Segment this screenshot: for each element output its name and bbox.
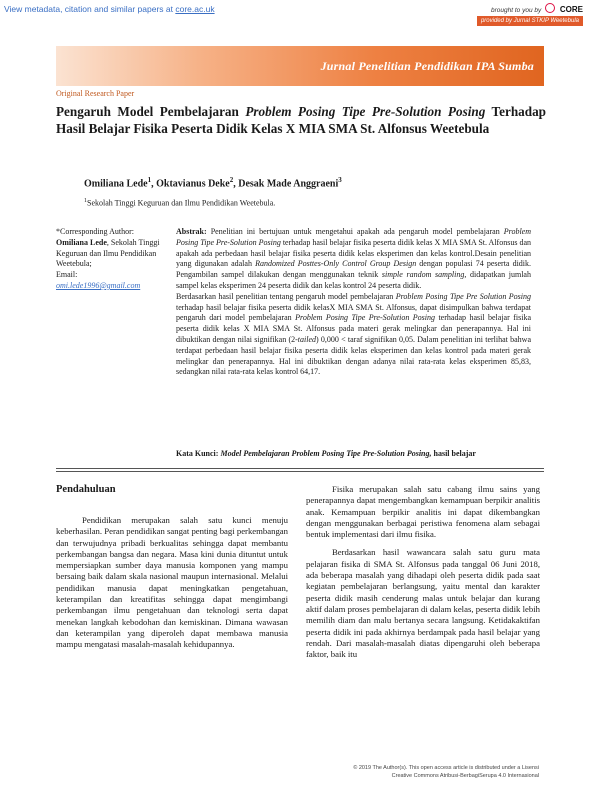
abstract-italic: Randomized Posttes-Only Control Group Design: [255, 259, 417, 269]
author-3-sup: 3: [338, 176, 342, 184]
title-text-1: Pengaruh Model Pembelajaran: [56, 104, 246, 119]
abstract-text: , didapatkan jumlah sampel kelas eksperimen 24 peserta didik dan kelas kontrol 24 peserta didik.: [176, 270, 531, 290]
abstract-text: terhadap hasil belajar fisika peserta didik kelas X MIA SMA St. Alfonsus dan apakah ada perbedaan hasil belajar fisika peserta didik kelas eksperimen dan kelas kontrol.Desain penelitian yang digunakan adalah: [176, 237, 531, 269]
author-list: [84, 176, 342, 189]
body-paragraph: Pendidikan merupakan salah satu kunci menuju keberhasilan. Peran pendidikan sangat penting bagi perkembangan dan terwujudnya pribadi berkualitas sehingga dapat membantu perkembangan bangsa dan negara. Masa kini dunia dituntut untuk mempersiapkan sumber daya manusia komponen yang mampu bersaing baik dalam skala nasional maupun internasional. Melalui pendidikan manusia dapat meningkatkan pengetahuan, keterampilan dan kreatifitas sehingga dapat mengimbangi perkembangan ilmu pengetahuan dan teknologi serta dapat menekan langkah kebodohan dan kemiskinan. Dimana wawasan dan keterampilan yang diperoleh dapat membawa manusia mampu mengatasi masalah-masalah kehidupannya.: [56, 515, 288, 650]
abstract-text: Berdasarkan hasil penelitian tentang pengaruh model pembelajaran: [176, 291, 396, 301]
abstract-text: dengan populasi 74 peserta didik. Pengambilan sampel dilakukan dengan menggunakan teknik: [176, 259, 532, 280]
keywords-plain: hasil belajar: [431, 449, 476, 458]
author-3: Desak Made Anggraeni: [238, 178, 339, 190]
keywords-italic: Model Pembelajaran Problem Posing Tipe Pre-Solution Posing,: [218, 449, 432, 458]
journal-banner: [56, 46, 544, 86]
abstract-block: [176, 227, 531, 378]
core-metadata-link[interactable]: [4, 4, 215, 14]
keywords-block: [176, 448, 531, 459]
core-link-url[interactable]: core.ac.uk: [175, 4, 215, 14]
affiliation: [84, 198, 275, 208]
left-column: [56, 515, 288, 658]
keywords-label: Kata Kunci:: [176, 449, 219, 458]
divider-rule: [56, 468, 544, 469]
author-1-sup: 1: [147, 176, 152, 184]
abstract-italic: Problem Posing Tipe Pre-Solution Posing: [295, 313, 435, 323]
affiliation-text: Sekolah Tinggi Keguruan dan Ilmu Pendidikan Weetebula.: [87, 198, 276, 208]
abstract-italic: Problem Posing Tipe Pre Solution Posing: [395, 291, 532, 301]
abstract-paragraph-1: [176, 227, 531, 292]
core-header-bar: [0, 0, 595, 28]
core-logo-icon: [545, 3, 555, 13]
core-brand: CORE: [559, 5, 583, 14]
abstract-italic: simple random sampling: [381, 270, 465, 280]
right-column: [306, 484, 540, 667]
core-brought-label: brought to you by: [491, 7, 542, 14]
abstract-text: Penelitian ini bertujuan untuk mengetahui apakah ada pengaruh model pembelajaran: [206, 227, 504, 236]
divider-rule: [56, 471, 544, 472]
title-text-italic: Problem Posing Tipe Pre-Solution Posing: [245, 104, 486, 119]
article-type-label: Original Research Paper: [56, 89, 135, 98]
affiliation-sup: 1: [84, 198, 87, 204]
corresponding-institution: , Sekolah Tinggi Keguruan dan Ilmu Pendidikan Weetebula;: [56, 237, 160, 269]
author-1: Omiliana Lede: [84, 178, 148, 190]
abstract-text: ) 0,000 < taraf signifikan 0,05. Dalam penelitian ini terlihat bahwa terdapat perbedaan hasil belajar fisika peserta didik kelas eksperimen dan kelas kontrol pada materi gerak melingkar dan penerapannya. Hal ini dibuktikan dengan adanya nilai rata-rata kelas eksperimen 85,83, sedangkan nilai rata-rata kelas kontrol 64,17.: [176, 334, 531, 377]
abstract-text: terhadap hasil belajar fisika peserta didik kelasX MIA SMA St. Alfonsus, dapat disimpulkan bahwa terdapat pengaruh dari model pembelajaran: [176, 302, 531, 323]
core-link-prefix: View metadata, citation and similar papers at: [4, 4, 176, 14]
license-footer: [353, 764, 539, 780]
license-line-2[interactable]: Creative Commons Atribusi-BerbagiSerupa 4.0 Internasional: [391, 773, 539, 779]
body-paragraph: Berdasarkan hasil wawancara salah satu guru mata pelajaran fisika di SMA St. Alfonsus pada tanggal 06 Juni 2018, ada beberapa masalah yang dihadapi oleh peserta didik pada saat kegiatan pembelajaran berlangsung, yaitu mental dan karakter peserta didik masih cenderung malas untuk belajar dan kurang aktif dalam proses pembelajaran di dalam kelas, peserta didik lebih memilih diam dan malu bertanya secara langsung. Ketidakaktifan peserta didik ini pada akhirnya berdampak pada hasil belajar yang rendah. Dari masalah-masalah diatas dipengaruhi oleh beberapa faktor, baik itu: [306, 547, 540, 660]
abstract-text: terhadap hasil belajar fisika peserta didik kelas X MIA SMA St. Alfonsus pada materi gerak melingkar dan penerapannya. Hal ini dibuktikan dengan nilai signifikan (2-: [176, 313, 531, 344]
core-brought-by[interactable]: [491, 3, 583, 14]
abstract-paragraph-2: [176, 292, 531, 378]
corresponding-name: Omiliana Lede: [56, 237, 107, 247]
journal-name: Jurnal Penelitian Pendidikan IPA Sumba: [320, 59, 534, 73]
author-2-sup: 2: [229, 176, 234, 184]
article-title: [56, 103, 546, 137]
core-provided-by-badge[interactable]: provided by Jurnal STKIP Weetebula: [477, 16, 583, 26]
abstract-label: Abstrak:: [176, 227, 207, 236]
corresponding-label: *Corresponding Author:: [56, 227, 134, 236]
license-line-1: © 2019 The Author(s). This open access article is distributed under a Lisensi: [353, 765, 539, 771]
author-sep: ,: [151, 178, 157, 190]
author-2: Oktavianus Deke: [156, 178, 230, 190]
abstract-italic: Problem Posing Tipe Pre-Solution Posing: [176, 227, 531, 247]
section-heading-intro: Pendahuluan: [56, 484, 116, 495]
author-sep: ,: [233, 178, 239, 190]
body-paragraph: Fisika merupakan salah satu cabang ilmu sains yang penerapannya dapat mengembangkan kemampuan berpikir analitis anak. Kemampuan berpikir analitis ini dapat dikembangkan dengan menggunakan berbagai peristiwa fenomena alam sebagai bentuk implementasi dari ilmu fisika.: [306, 484, 540, 540]
title-text-2: Terhadap Hasil Belajar Fisika Peserta Didik Kelas X MIA SMA St. Alfonsus Weetebula: [56, 104, 547, 136]
corresponding-email-link[interactable]: omi.lede1996@gmail.com: [56, 280, 141, 290]
corresponding-author-block: [56, 227, 168, 292]
abstract-italic: tailed: [297, 334, 317, 344]
email-label: Email:: [56, 270, 78, 280]
